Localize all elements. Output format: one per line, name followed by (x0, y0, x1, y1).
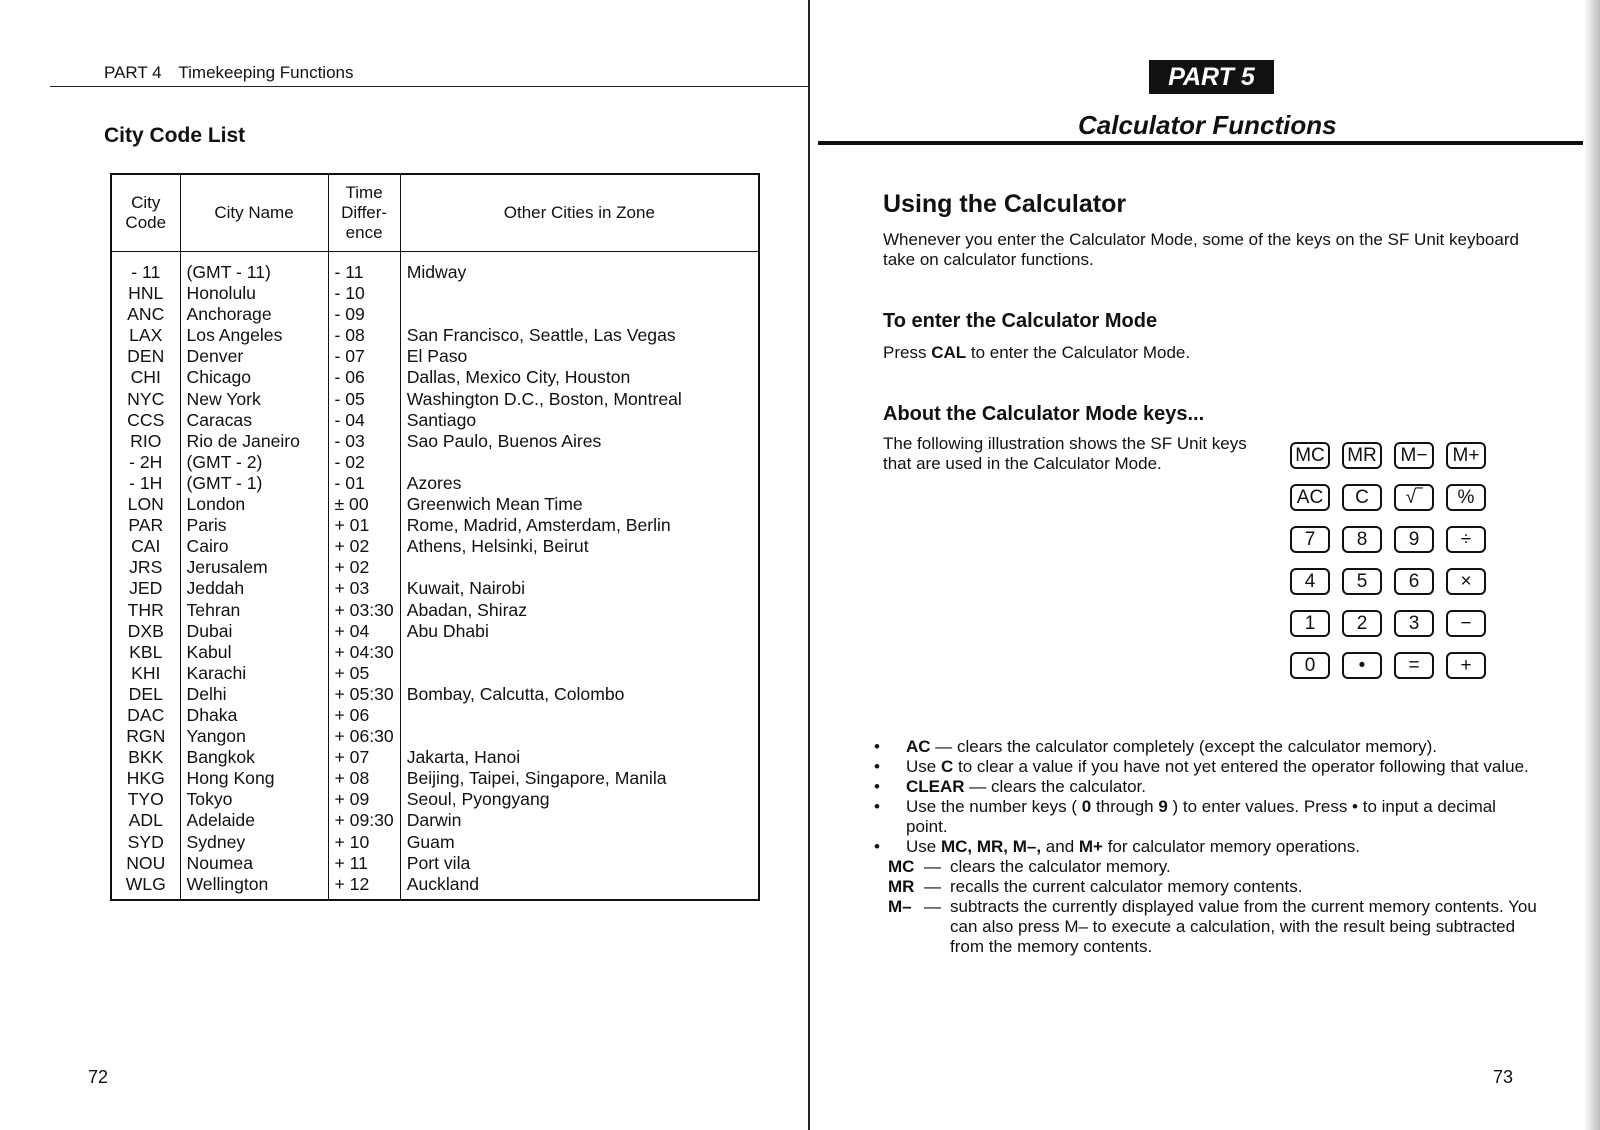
time-difference-cell: + 06 (334, 704, 370, 725)
time-difference-cell: + 01 (334, 515, 370, 536)
note-text: Use the number keys ( (906, 797, 1082, 816)
other-cities-cell (407, 557, 752, 578)
city-code-cell: JED (129, 578, 163, 599)
time-difference-cell: - 02 (334, 451, 365, 472)
other-cities-cell: Guam (406, 831, 455, 852)
other-cities-cell: Santiago (406, 409, 477, 430)
city-code-cell: KHI (131, 662, 161, 683)
other-cities-cell (407, 705, 752, 726)
city-code-cell: CCS (127, 409, 165, 430)
running-head-part: PART 4 (104, 63, 162, 82)
city-code-cell: SYD (127, 831, 164, 852)
time-difference-column (328, 252, 400, 900)
page-number: 72 (88, 1067, 109, 1087)
city-name-cell: Los Angeles (186, 325, 283, 346)
key-name: M+ (1078, 837, 1103, 856)
city-name-cell: Yangon (186, 726, 246, 747)
city-name-cell: Denver (186, 346, 244, 367)
key-1-1: C (1342, 484, 1382, 511)
city-name-cell: Anchorage (186, 304, 272, 325)
note-text: — clears the calculator. (964, 777, 1146, 796)
other-cities-cell: Beijing, Taipei, Singapore, Manila (406, 768, 667, 789)
header-other-cities: Other Cities in Zone (400, 175, 758, 252)
other-cities-column (400, 252, 758, 900)
chapter-title: Calculator Functions (1078, 110, 1337, 140)
city-name-cell: Bangkok (186, 747, 255, 768)
other-cities-cell: Kuwait, Nairobi (406, 578, 526, 599)
city-name-cell: Tehran (186, 599, 241, 620)
key-2-2: 9 (1394, 526, 1434, 553)
book-gutter (808, 0, 810, 1130)
city-code-cell: HKG (126, 768, 165, 789)
other-cities-cell: Athens, Helsinki, Beirut (406, 536, 589, 557)
city-code-cell: - 2H (129, 451, 163, 472)
other-cities-cell: Bombay, Calcutta, Colombo (406, 683, 625, 704)
other-cities-cell: Greenwich Mean Time (406, 494, 583, 515)
time-difference-cell: + 05 (334, 662, 370, 683)
memory-key-text: clears the calculator memory. (950, 857, 1171, 876)
header-city-code: City Code (112, 175, 180, 252)
other-cities-cell: Seoul, Pyongyang (406, 789, 550, 810)
header-city-name: City Name (180, 175, 328, 252)
note-text: through (1091, 797, 1159, 816)
other-cities-cell: Darwin (406, 810, 462, 831)
other-cities-cell: Abadan, Shiraz (406, 599, 528, 620)
time-difference-cell: + 02 (334, 536, 370, 557)
note-text: Use (906, 757, 941, 776)
time-difference-cell: - 10 (334, 283, 365, 304)
city-name-cell: Adelaide (186, 810, 255, 831)
city-code-cell: DEN (127, 346, 165, 367)
table-header-row (112, 175, 758, 252)
city-code-cell: CAI (131, 536, 161, 557)
city-code-cell: RIO (130, 430, 162, 451)
note-text: for calculator memory operations. (1102, 837, 1360, 856)
time-difference-cell: + 06:30 (334, 726, 394, 747)
key-3-3: × (1446, 568, 1486, 595)
key-4-3: − (1446, 610, 1486, 637)
heading-mode-keys: About the Calculator Mode keys... (883, 403, 1205, 425)
city-name-cell: London (186, 494, 246, 515)
note-text: to clear a value if you have not yet entered the operator following that value. (953, 757, 1529, 776)
other-cities-cell: Auckland (406, 873, 480, 894)
note-item (870, 777, 1540, 797)
city-name-cell: Chicago (186, 367, 252, 388)
note-item (870, 837, 1540, 857)
city-code-cell: LON (127, 494, 164, 515)
city-code-cell: WLG (125, 873, 166, 894)
heading-using-calculator: Using the Calculator (883, 190, 1127, 218)
note-item (870, 737, 1540, 757)
city-code-cell: DXB (127, 620, 164, 641)
enter-mode-paragraph (883, 343, 1190, 363)
city-name-cell: (GMT - 11) (186, 262, 271, 282)
city-code-column (112, 252, 180, 900)
time-difference-cell: - 04 (334, 409, 365, 430)
time-difference-cell: + 12 (334, 873, 370, 894)
key-name: CLEAR (906, 777, 965, 796)
section-title: City Code List (104, 124, 246, 147)
time-difference-cell: + 09 (334, 789, 370, 810)
city-code-cell: LAX (129, 325, 163, 346)
time-difference-cell: + 04:30 (334, 641, 394, 662)
key-5-3: + (1446, 652, 1486, 679)
city-code-table (110, 173, 760, 901)
other-cities-cell (407, 726, 752, 747)
memory-key-text: recalls the current calculator memory contents. (950, 877, 1303, 896)
key-2-1: 8 (1342, 526, 1382, 553)
key-notes-list (870, 737, 1540, 957)
time-difference-cell: + 02 (334, 557, 370, 578)
memory-key-key: MR (888, 877, 915, 896)
city-code-cell: BKK (128, 747, 164, 768)
city-name-cell: Dubai (186, 620, 233, 641)
city-name-cell: Kabul (186, 641, 232, 662)
note-text: — clears the calculator completely (except the calculator memory). (930, 737, 1437, 756)
time-difference-cell: + 07 (334, 747, 370, 768)
city-name-cell: Honolulu (186, 283, 256, 304)
memory-key-dash: — (924, 897, 941, 916)
city-name-cell: Delhi (186, 683, 227, 704)
heading-enter-mode: To enter the Calculator Mode (883, 310, 1158, 332)
city-name-cell: (GMT - 1) (186, 472, 263, 493)
time-difference-cell: - 08 (334, 325, 365, 346)
memory-key-dash: — (924, 857, 941, 876)
city-name-cell: Jeddah (186, 578, 245, 599)
city-name-cell: Tokyo (186, 789, 233, 810)
memory-key-text: subtracts the currently displayed value from the current memory contents. You can also press M– to execute a calculation, with the result being subtracted from the memory contents. (950, 897, 1537, 956)
city-name-column (180, 252, 328, 900)
city-code-cell: ADL (128, 810, 163, 831)
key-1-0: AC (1290, 484, 1330, 511)
key-5-0: 0 (1290, 652, 1330, 679)
key-3-0: 4 (1290, 568, 1330, 595)
other-cities-cell: Rome, Madrid, Amsterdam, Berlin (406, 515, 671, 536)
other-cities-cell: Washington D.C., Boston, Montreal (406, 388, 682, 409)
time-difference-cell: ± 00 (334, 494, 369, 515)
city-code-cell: TYO (127, 789, 164, 810)
key-5-1: • (1342, 652, 1382, 679)
city-name-cell: Dhaka (186, 704, 238, 725)
header-rule (50, 86, 810, 87)
city-code-cell: KBL (129, 641, 163, 662)
time-difference-cell: + 11 (334, 852, 368, 873)
city-code-cell: THR (127, 599, 164, 620)
bullet-icon: • (874, 777, 880, 796)
page-number: 73 (1493, 1067, 1514, 1087)
key-name: MC, MR, M–, (940, 837, 1042, 856)
other-cities-cell: Jakarta, Hanoi (406, 747, 521, 768)
cal-key-label: CAL (931, 343, 967, 362)
key-2-0: 7 (1290, 526, 1330, 553)
time-difference-cell: - 07 (334, 346, 365, 367)
city-code-cell: - 11 (131, 262, 161, 282)
city-code-cell: NYC (127, 388, 165, 409)
city-name-cell: Cairo (186, 536, 229, 557)
other-cities-cell: Azores (406, 472, 462, 493)
city-name-cell: Noumea (186, 852, 254, 873)
city-name-cell: Jerusalem (186, 557, 268, 578)
key-1-2: √‾ (1394, 484, 1434, 511)
other-cities-cell: San Francisco, Seattle, Las Vegas (406, 325, 676, 346)
note-text: and (1041, 837, 1079, 856)
time-difference-cell: + 10 (334, 831, 370, 852)
key-name: AC (906, 737, 931, 756)
header-time-difference: Time Differ- ence (328, 175, 400, 252)
other-cities-cell: Port vila (406, 852, 471, 873)
city-code-cell: NOU (126, 852, 166, 873)
other-cities-cell (407, 304, 752, 325)
other-cities-cell: Midway (406, 262, 467, 282)
time-difference-cell: + 03 (334, 578, 370, 599)
note-item (870, 757, 1540, 777)
bullet-icon: • (874, 837, 880, 856)
key-0-0: MC (1290, 442, 1330, 469)
city-code-cell: RGN (126, 726, 166, 747)
city-name-cell: (GMT - 2) (186, 451, 263, 472)
city-code-cell: HNL (128, 283, 164, 304)
key-4-2: 3 (1394, 610, 1434, 637)
time-difference-cell: - 06 (334, 367, 365, 388)
time-difference-cell: - 11 (334, 262, 364, 282)
note-text: Use (906, 837, 941, 856)
city-name-cell: Karachi (186, 662, 247, 683)
city-code-cell: DEL (128, 683, 163, 704)
time-difference-cell: + 08 (334, 768, 370, 789)
city-name-cell: Wellington (186, 873, 269, 894)
memory-key-item (870, 897, 1540, 957)
bullet-icon: • (874, 797, 880, 816)
other-cities-cell: Abu Dhabi (406, 620, 489, 641)
memory-key-key: MC (888, 857, 915, 876)
other-cities-cell (407, 663, 752, 684)
intro-paragraph: Whenever you enter the Calculator Mode, some of the keys on the SF Unit keyboard take on calculator functions. (883, 230, 1519, 269)
city-name-cell: New York (186, 388, 261, 409)
key-4-0: 1 (1290, 610, 1330, 637)
city-name-cell: Rio de Janeiro (186, 430, 300, 451)
city-name-cell: Sydney (186, 831, 246, 852)
time-difference-cell: - 09 (334, 304, 365, 325)
city-name-cell: Hong Kong (186, 768, 275, 789)
key-4-1: 2 (1342, 610, 1382, 637)
city-code-cell: DAC (127, 704, 165, 725)
running-head-title: Timekeeping Functions (178, 63, 354, 82)
city-name-cell: Caracas (186, 409, 253, 430)
time-difference-cell: + 09:30 (334, 810, 394, 831)
memory-key-dash: — (924, 877, 941, 896)
key-2-3: ÷ (1446, 526, 1486, 553)
part-badge: PART 5 (1149, 60, 1274, 94)
enter-text-pre: Press (883, 343, 932, 362)
other-cities-cell: Dallas, Mexico City, Houston (406, 367, 631, 388)
mode-keys-paragraph: The following illustration shows the SF Unit keys that are used in the Calculator Mode. (883, 434, 1247, 473)
key-name: 9 (1158, 797, 1168, 816)
other-cities-cell (407, 452, 752, 473)
memory-key-key: M– (888, 897, 912, 916)
city-code-cell: CHI (130, 367, 161, 388)
key-name: 0 (1081, 797, 1092, 816)
other-cities-cell (407, 642, 752, 663)
note-item (870, 797, 1540, 837)
city-code-cell: - 1H (129, 472, 163, 493)
city-name-cell: Paris (186, 515, 227, 536)
bullet-icon: • (874, 737, 880, 756)
calculator-keypad (1290, 442, 1502, 686)
time-difference-cell: + 05:30 (334, 683, 394, 704)
key-1-3: % (1446, 484, 1486, 511)
time-difference-cell: + 04 (334, 620, 370, 641)
running-head (104, 63, 354, 83)
key-3-2: 6 (1394, 568, 1434, 595)
key-0-2: M− (1394, 442, 1434, 469)
other-cities-cell (407, 283, 752, 304)
key-name: C (940, 757, 954, 776)
bullet-icon: • (874, 757, 880, 776)
city-code-cell: ANC (127, 304, 165, 325)
key-5-2: = (1394, 652, 1434, 679)
note-text: ) to enter values. Press • to input a decimal point. (906, 797, 1496, 836)
city-code-cell: JRS (129, 557, 163, 578)
other-cities-cell: Sao Paulo, Buenos Aires (406, 430, 602, 451)
city-code-cell: PAR (128, 515, 164, 536)
key-0-1: MR (1342, 442, 1382, 469)
enter-text-post: to enter the Calculator Mode. (966, 343, 1191, 362)
key-0-3: M+ (1446, 442, 1486, 469)
time-difference-cell: - 03 (334, 430, 365, 451)
time-difference-cell: - 05 (334, 388, 365, 409)
time-difference-cell: - 01 (334, 472, 365, 493)
chapter-rule (818, 141, 1583, 145)
key-3-1: 5 (1342, 568, 1382, 595)
memory-key-item (870, 877, 1540, 897)
memory-key-item (870, 857, 1540, 877)
time-difference-cell: + 03:30 (334, 599, 394, 620)
other-cities-cell: El Paso (406, 346, 468, 367)
